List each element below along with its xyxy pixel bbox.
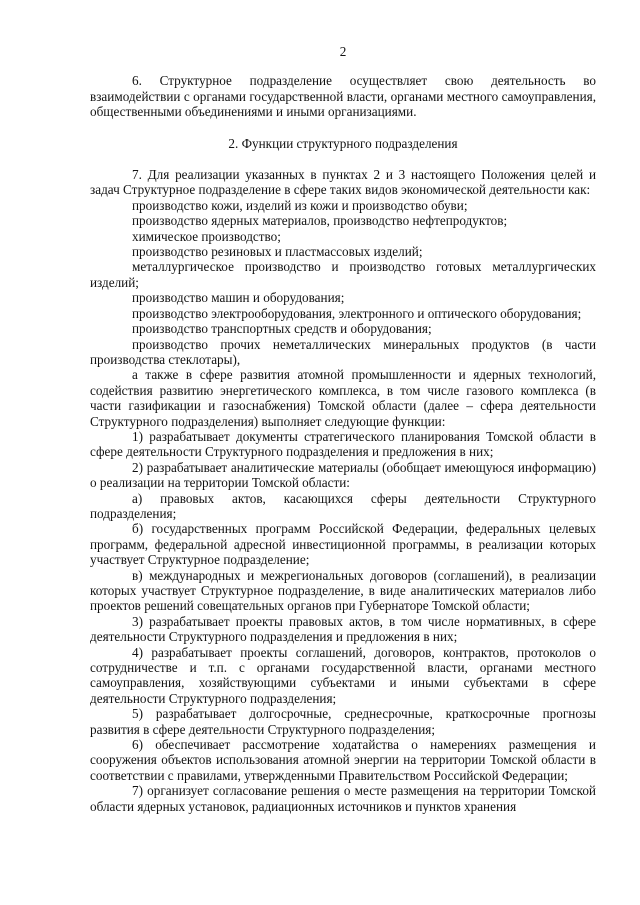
paragraph-6: 6. Структурное подразделение осуществляет свою деятельность во взаимодействии с органами государственной власти, органами местного самоуправления, общественными объединениями и иными организациями. [90, 73, 596, 120]
activity-item: производство прочих неметаллических минеральных продуктов (в части производства стеклотары), [90, 336, 596, 367]
function-subitem: в) международных и межрегиональных договоров (соглашений), в реализации которых участвует Структурное подразделение, в виде аналитических материалов либо проектов решений совещательных органов при Губернаторе Томской области; [90, 567, 596, 614]
activity-item: металлургическое производство и производство готовых металлургических изделий; [90, 259, 596, 290]
function-subitem: а) правовых актов, касающихся сферы деятельности Структурного подразделения; [90, 490, 596, 521]
function-item: 6) обеспечивает рассмотрение ходатайства о намерениях размещения и сооружения объектов использования атомной энергии на территории Томской области в соответствии с правилами, утвержденными Правительством Российской Федерации; [90, 737, 596, 783]
function-item: 4) разрабатывает проекты соглашений, договоров, контрактов, протоколов о сотрудничестве и т.п. с органами государственной власти, органами местного самоуправления, хозяйствующими субъектами и иными субъектами в сфере деятельности Структурного подразделения; [90, 644, 596, 706]
function-item: 3) разрабатывает проекты правовых актов, в том числе нормативных, в сфере деятельности Структурного подразделения и предложения в них; [90, 613, 596, 645]
section-heading: 2. Функции структурного подразделения [228, 135, 458, 151]
paragraph-7-continuation: а также в сфере развития атомной промышленности и ядерных технологий, содействия развитию энергетического комплекса, в том числе газового комплекса (в части газификации и газоснабжения) Томской области (далее – сфера деятельности Структурного подразделения) выполняет следующие функции: [90, 367, 596, 429]
activity-item: производство электрооборудования, электронного и оптического оборудования; [132, 305, 582, 321]
function-subitem: б) государственных программ Российской Федерации, федеральных целевых программ, федеральной адресной инвестиционной программы, в реализации которых участвует Структурное подразделение; [90, 521, 596, 568]
function-item: 1) разрабатывает документы стратегического планирования Томской области в сфере деятельности Структурного подразделения и предложения в них; [90, 428, 596, 460]
activity-item: производство кожи, изделий из кожи и производство обуви; [132, 197, 468, 213]
activity-item: производство ядерных материалов, производство нефтепродуктов; [132, 213, 508, 229]
page-number: 2 [339, 44, 347, 59]
function-item: 5) разрабатывает долгосрочные, среднесрочные, краткосрочные прогнозы развития в сфере деятельности Структурного подразделения; [90, 706, 596, 737]
activity-item: производство транспортных средств и оборудования; [132, 321, 432, 337]
activity-item: производство машин и оборудования; [132, 290, 345, 306]
function-item: 2) разрабатывает аналитические материалы (обобщает имеющуюся информацию) о реализации на территории Томской области: [90, 459, 596, 491]
function-item: 7) организует согласование решения о месте размещения на территории Томской области ядерных установок, радиационных источников и пунктов хранения [90, 783, 596, 814]
activity-item: производство резиновых и пластмассовых изделий; [132, 244, 423, 260]
activity-item: химическое производство; [132, 228, 281, 244]
paragraph-7-intro: 7. Для реализации указанных в пунктах 2 и 3 настоящего Положения целей и задач Структурное подразделение в сфере таких видов экономической деятельности как: [90, 167, 596, 198]
